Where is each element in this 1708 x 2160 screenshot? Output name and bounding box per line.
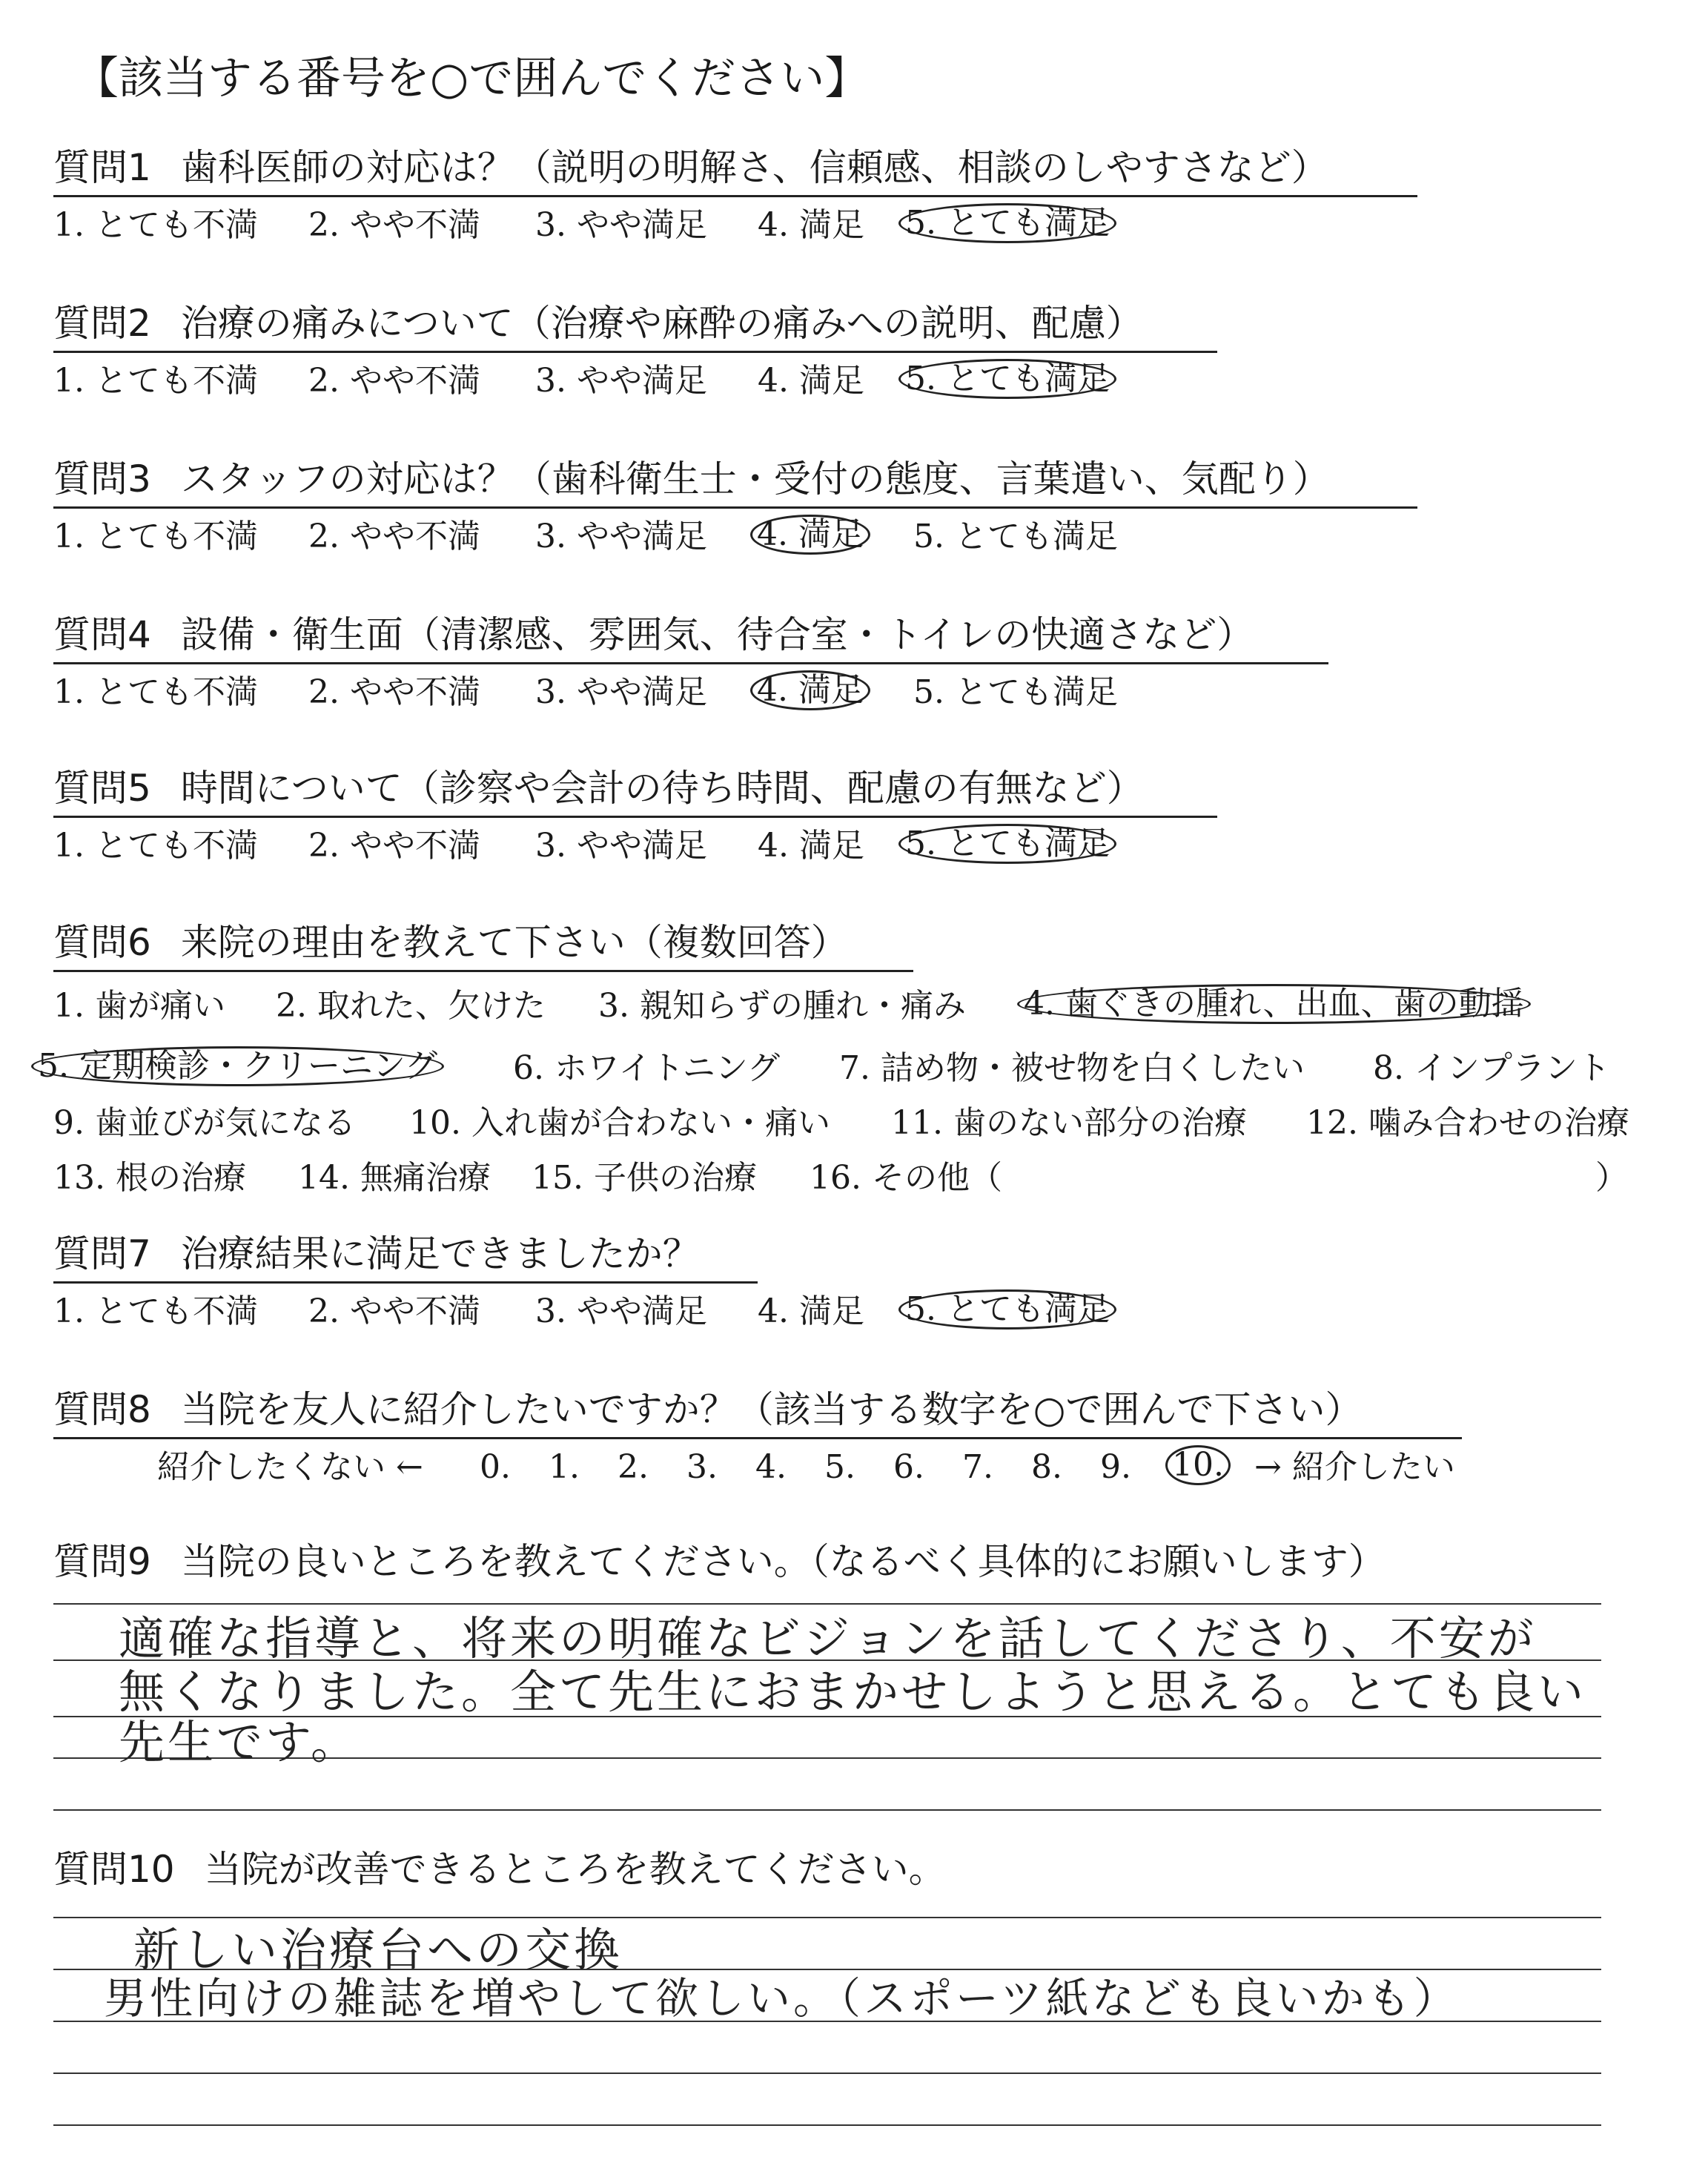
option-4-circled[interactable]: 4. 満足 [750,515,870,555]
underline [53,816,1217,818]
reason-7[interactable]: 7. 詰め物・被せ物を白くしたい [839,1049,1305,1087]
question-label: 質問4 [53,613,151,656]
question-label: 質問5 [53,767,151,810]
option-3[interactable]: 3. やや満足 [535,518,707,555]
underline [53,662,1328,664]
option-4[interactable]: 4. 満足 [758,362,864,400]
option-1[interactable]: 1. とても不満 [53,518,258,555]
answer-line [53,2073,1601,2074]
question-label: 質問7 [53,1232,151,1275]
scale-left-label: 紹介したくない ← [157,1448,423,1486]
option-1[interactable]: 1. とても不満 [53,206,258,244]
option-4[interactable]: 4. 満足 [758,1292,864,1330]
underline [53,195,1417,197]
reason-10[interactable]: 10. 入れ歯が合わない・痛い [409,1104,830,1142]
question-label: 質問10 [53,1848,175,1891]
score-4[interactable]: 4. [755,1448,787,1486]
option-5-circled[interactable]: 5. とても満足 [898,824,1116,864]
score-5[interactable]: 5. [824,1448,855,1486]
reason-3[interactable]: 3. 親知らずの腫れ・痛み [598,987,966,1025]
question-5 [53,765,1217,867]
question-text: 時間について（診察や会計の待ち時間、配慮の有無など） [180,767,1144,810]
option-5[interactable]: 5. とても満足 [913,518,1118,555]
option-1[interactable]: 1. とても不満 [53,827,258,865]
rating-options [53,825,1217,867]
score-6[interactable]: 6. [893,1448,924,1486]
reason-11[interactable]: 11. 歯のない部分の治療 [891,1104,1247,1142]
option-3[interactable]: 3. やや満足 [535,673,707,711]
option-5-circled[interactable]: 5. とても満足 [898,359,1116,399]
underline [53,351,1217,353]
question-3 [53,456,1417,558]
recommend-scale [53,1447,1462,1488]
question-label: 質問2 [53,302,151,345]
handwritten-answer-line-1: 適確な指導と、将来の明確なビジョンを話してくださり、不安が [119,1611,1537,1665]
option-1[interactable]: 1. とても不満 [53,1292,258,1330]
question-text: 当院が改善できるところを教えてください。 [204,1848,946,1891]
rating-options [53,1290,1110,1332]
rating-options [53,516,1417,558]
score-9[interactable]: 9. [1100,1448,1131,1486]
reason-14[interactable]: 14. 無痛治療 [298,1159,491,1197]
question-text: スタッフの対応は？（歯科衛生士・受付の態度、言葉遣い、気配り） [180,458,1330,501]
question-4 [53,612,1328,713]
question-label: 質問6 [53,921,151,964]
option-2[interactable]: 2. やや不満 [308,827,480,865]
answer-line [53,1809,1601,1811]
reason-6[interactable]: 6. ホワイトニング [513,1049,781,1087]
score-1[interactable]: 1. [549,1448,580,1486]
reason-2[interactable]: 2. 取れた、欠けた [276,987,546,1025]
rating-options [53,205,1417,246]
reason-4-circled[interactable]: 4. 歯ぐきの腫れ、出血、歯の動揺 [1017,984,1531,1024]
question-7 [53,1231,1110,1332]
score-10-circled[interactable]: 10. [1165,1445,1231,1485]
question-1 [53,145,1417,246]
question-label: 質問8 [53,1388,151,1431]
question-text: 歯科医師の対応は？（説明の明解さ、信頼感、相談のしやすさなど） [180,146,1328,189]
score-8[interactable]: 8. [1031,1448,1062,1486]
option-2[interactable]: 2. やや不満 [308,362,480,400]
question-10 [53,1846,946,1892]
answer-line [53,2124,1601,2126]
question-text: 治療の痛みについて（治療や麻酔の痛みへの説明、配慮） [180,302,1143,345]
question-label: 質問3 [53,458,151,501]
reason-9[interactable]: 9. 歯並びが気になる [53,1104,356,1142]
reason-15[interactable]: 15. 子供の治療 [532,1159,757,1197]
option-2[interactable]: 2. やや不満 [308,518,480,555]
option-3[interactable]: 3. やや満足 [535,827,707,865]
question-8 [53,1387,1462,1488]
score-7[interactable]: 7. [962,1448,993,1486]
reason-row-2 [38,1047,1662,1089]
option-1[interactable]: 1. とても不満 [53,673,258,711]
reason-row-1 [53,985,1662,1027]
reason-12[interactable]: 12. 噛み合わせの治療 [1306,1104,1629,1142]
option-4[interactable]: 4. 満足 [758,206,864,244]
option-4-circled[interactable]: 4. 満足 [750,670,870,710]
scale-right-label: → 紹介したい [1254,1448,1455,1486]
handwritten-answer-line-2: 男性向けの雑誌を増やして欲しい。（スポーツ紙なども良いかも） [104,1973,1460,2024]
reason-13[interactable]: 13. 根の治療 [53,1159,246,1197]
question-text: 設備・衛生面（清潔感、雰囲気、待合室・トイレの快適さなど） [180,613,1254,656]
question-text: 来院の理由を教えて下さい（複数回答） [180,921,848,964]
question-text: 当院の良いところを教えてください。（なるべく具体的にお願いします） [180,1540,1386,1583]
reason-5-circled[interactable]: 5. 定期検診・クリーニング [31,1046,444,1086]
underline [53,1281,758,1284]
question-text: 治療結果に満足できましたか？ [180,1232,700,1275]
option-2[interactable]: 2. やや不満 [308,1292,480,1330]
handwritten-answer-line-1: 新しい治療台への交換 [133,1923,623,1977]
reason-row-3 [53,1103,1662,1144]
reason-16-other[interactable]: 16. その他（ [810,1159,1002,1197]
handwritten-answer-line-3: 先生です。 [119,1715,360,1769]
option-2[interactable]: 2. やや不満 [308,673,480,711]
rating-options [53,360,1217,402]
underline [53,1437,1462,1439]
reason-row-4 [53,1157,1662,1199]
question-label: 質問1 [53,146,151,189]
underline [53,506,1417,509]
close-paren: ） [1595,1159,1628,1197]
option-3[interactable]: 3. やや満足 [535,1292,707,1330]
option-5-circled[interactable]: 5. とても満足 [898,1289,1116,1330]
question-text: 当院を友人に紹介したいですか？（該当する数字を○で囲んで下さい） [180,1388,1363,1431]
rating-options [53,672,1328,713]
page-heading: 【該当する番号を○で囲んでください】 [74,53,870,105]
underline [53,970,913,972]
option-2[interactable]: 2. やや不満 [308,206,480,244]
option-5[interactable]: 5. とても満足 [913,673,1118,711]
option-4[interactable]: 4. 満足 [758,827,864,865]
question-label: 質問9 [53,1540,151,1583]
option-1[interactable]: 1. とても不満 [53,362,258,400]
option-3[interactable]: 3. やや満足 [535,206,707,244]
option-5-circled[interactable]: 5. とても満足 [898,203,1116,243]
reason-1[interactable]: 1. 歯が痛い [53,987,225,1025]
score-3[interactable]: 3. [686,1448,718,1486]
score-0[interactable]: 0. [480,1448,511,1486]
question-9 [53,1539,1386,1585]
score-2[interactable]: 2. [618,1448,649,1486]
reason-8[interactable]: 8. インプラント [1373,1049,1610,1087]
question-6 [38,919,1662,1199]
option-3[interactable]: 3. やや満足 [535,362,707,400]
question-2 [53,300,1217,402]
handwritten-answer-line-2: 無くなりました。全て先生におまかせしようと思える。とても良い [119,1665,1587,1719]
